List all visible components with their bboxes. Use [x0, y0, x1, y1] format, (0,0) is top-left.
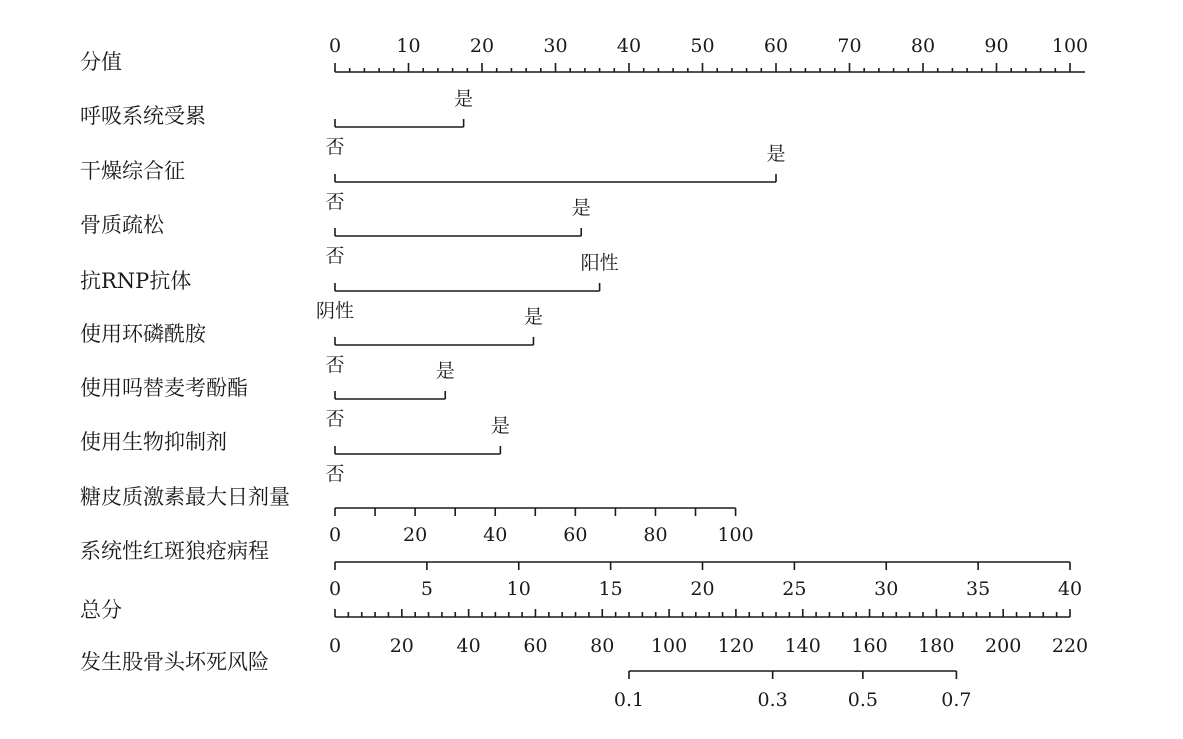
total-tick-label: 60 — [523, 635, 548, 657]
total-tick-label: 0 — [328, 635, 342, 657]
level-label: 否 — [325, 245, 345, 267]
points-tick-label: 70 — [837, 35, 862, 57]
points-tick-label: 30 — [543, 35, 568, 57]
total-tick-label: 100 — [650, 635, 688, 657]
row-label: 分值 — [80, 50, 122, 74]
level-label: 阴性 — [315, 300, 355, 322]
points-tick-label: 40 — [616, 35, 642, 57]
risk-tick-label: 0.1 — [613, 689, 645, 711]
level-label: 否 — [325, 191, 345, 213]
total-tick-label: 40 — [456, 635, 481, 657]
chart-marks — [316, 35, 1088, 711]
total-tick-label: 180 — [918, 635, 955, 657]
points-tick-label: 20 — [469, 35, 495, 57]
level-label: 否 — [325, 408, 345, 430]
covariate-tick-label: 100 — [717, 524, 754, 546]
risk-tick-label: 0.7 — [941, 689, 972, 711]
row-label: 使用吗替麦考酚酯 — [80, 376, 248, 400]
level-label: 阳性 — [580, 252, 619, 274]
points-tick-label: 50 — [690, 35, 715, 57]
row-label: 发生股骨头坏死风险 — [80, 650, 269, 674]
covariate-tick-label: 35 — [966, 578, 991, 600]
level-label: 是 — [454, 88, 474, 110]
points-tick-label: 10 — [396, 35, 421, 57]
points-tick-label: 60 — [763, 35, 789, 57]
total-tick-label: 120 — [717, 635, 755, 657]
row-label: 抗RNP抗体 — [80, 269, 192, 293]
row-label: 呼吸系统受累 — [80, 104, 206, 128]
covariate-tick-label: 0 — [328, 524, 342, 546]
covariate-tick-label: 5 — [420, 578, 433, 600]
covariate-tick-label: 0 — [328, 578, 342, 600]
covariate-tick-label: 10 — [506, 578, 531, 600]
row-label: 干燥综合征 — [80, 159, 185, 183]
covariate-tick-label: 40 — [483, 524, 508, 546]
covariate-tick-label: 20 — [403, 524, 428, 546]
total-tick-label: 80 — [590, 635, 615, 657]
row-label: 骨质疏松 — [80, 213, 164, 237]
points-tick-label: 100 — [1051, 35, 1089, 57]
covariate-tick-label: 80 — [643, 524, 668, 546]
row-label: 系统性红斑狼疮病程 — [80, 539, 269, 563]
total-tick-label: 160 — [851, 635, 888, 657]
row-label: 糖皮质激素最大日剂量 — [80, 485, 290, 509]
risk-tick-label: 0.5 — [847, 689, 878, 711]
total-tick-label: 140 — [784, 635, 821, 657]
total-tick-label: 200 — [985, 635, 1022, 657]
points-tick-label: 0 — [328, 35, 342, 57]
level-label: 是 — [490, 415, 510, 437]
level-label: 否 — [325, 354, 345, 376]
covariate-tick-label: 30 — [874, 578, 899, 600]
level-label: 是 — [766, 143, 786, 165]
total-tick-label: 220 — [1051, 635, 1089, 657]
row-label: 使用环磷酰胺 — [80, 322, 206, 346]
covariate-tick-label: 15 — [598, 578, 623, 600]
row-labels — [80, 50, 290, 674]
covariate-tick-label: 40 — [1057, 578, 1083, 600]
level-label: 否 — [325, 463, 345, 485]
points-tick-label: 80 — [910, 35, 936, 57]
level-label: 是 — [523, 306, 543, 328]
row-label: 总分 — [80, 598, 122, 622]
covariate-tick-label: 25 — [782, 578, 807, 600]
points-tick-label: 90 — [984, 35, 1009, 57]
total-tick-label: 20 — [389, 635, 414, 657]
level-label: 是 — [571, 197, 591, 219]
row-label: 使用生物抑制剂 — [80, 430, 227, 454]
level-label: 否 — [325, 136, 345, 158]
covariate-tick-label: 20 — [690, 578, 715, 600]
covariate-tick-label: 60 — [563, 524, 588, 546]
level-label: 是 — [435, 360, 455, 382]
risk-tick-label: 0.3 — [757, 689, 788, 711]
